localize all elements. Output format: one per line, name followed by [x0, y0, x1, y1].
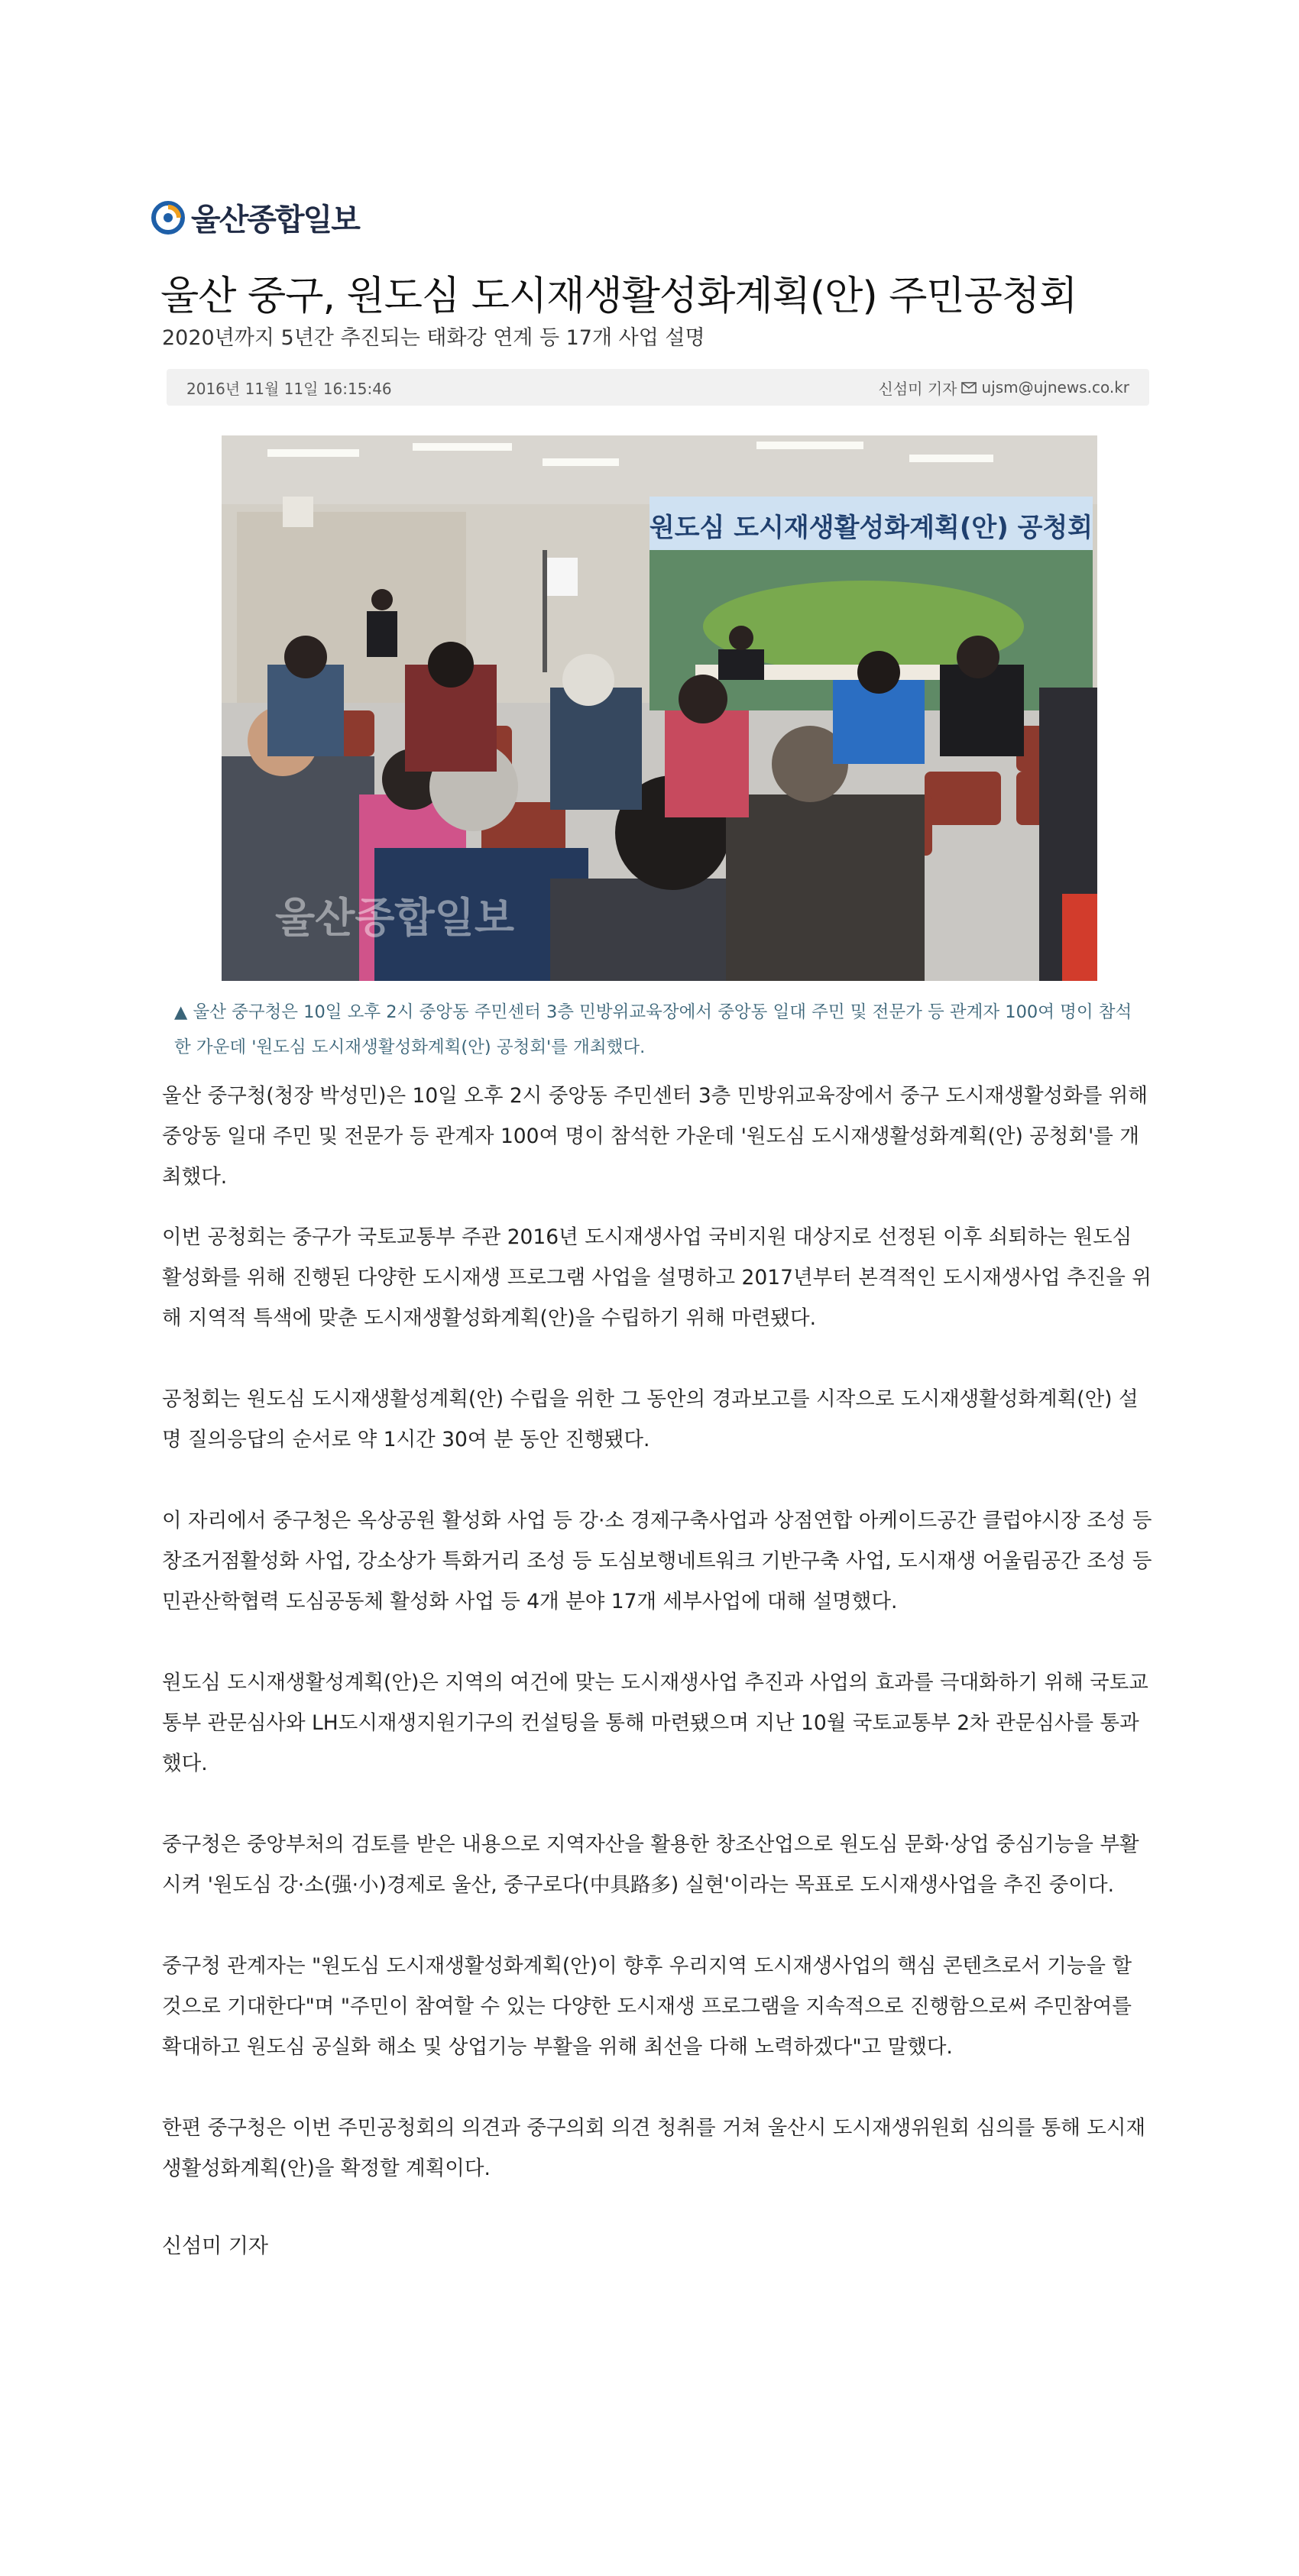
reporter-email[interactable]: ujsm@ujnews.co.kr	[981, 378, 1129, 396]
newspaper-logo[interactable]	[151, 196, 359, 239]
logo-text: 울산종합일보	[191, 202, 359, 238]
reporter-name: 신섬미 기자	[878, 379, 957, 398]
article-byline	[879, 377, 1130, 399]
article-photo	[222, 435, 1097, 981]
banner-title: 원도심 도시재생활성화계획(안) 공청회	[649, 513, 1093, 543]
article-headline: 울산 중구, 원도심 도시재생활성화계획(안) 주민공청회	[160, 273, 1077, 319]
article-date: 2016년 11월 11일 16:15:46	[186, 379, 392, 398]
article-byline-end: 신섬미 기자	[162, 2235, 268, 2258]
logo-swirl-icon	[151, 201, 185, 235]
article-paragraph: 이 자리에서 중구청은 옥상공원 활성화 사업 등 강·소 경제구축사업과 상점연합 아케이드공간 클럽야시장 조성 등 창조거점활성화 사업, 강소상가 특화거리 조성 등 도심보행네트워크 기반구축 사업, 도시재생 어울림공간 조성 등 민관산학협력 도심공동체 활성화 사업 등 4개 분야 17개 세부사업에 대해 설명했다.	[162, 1509, 1152, 1613]
article-subhead: 2020년까지 5년간 추진되는 태화강 연계 등 17개 사업 설명	[162, 326, 705, 350]
photo-watermark: 울산종합일보	[275, 894, 514, 942]
article-meta-bar	[167, 369, 1149, 406]
article-paragraph: 중구청 관계자는 "원도심 도시재생활성화계획(안)이 향후 우리지역 도시재생사업의 핵심 콘텐츠로서 기능을 할 것으로 기대한다"며 "주민이 참여할 수 있는 다양한 도시재생 프로그램을 지속적으로 진행함으로써 주민참여를 확대하고 원도심 공실화 해소 및 상업기능 부활을 위해 최선을 다해 노력하겠다"고 말했다.	[162, 1954, 1132, 2059]
article-paragraph: 울산 중구청(청장 박성민)은 10일 오후 2시 중앙동 주민센터 3층 민방위교육장에서 중구 도시재생활성화를 위해 중앙동 일대 주민 및 전문가 등 관계자 100여 명이 참석한 가운데 '원도심 도시재생활성화계획(안) 공청회'를 개최했다.	[162, 1084, 1148, 1189]
mail-icon	[961, 382, 977, 393]
article-paragraph: 이번 공청회는 중구가 국토교통부 주관 2016년 도시재생사업 국비지원 대상지로 선정된 이후 쇠퇴하는 원도심 활성화를 위해 진행된 다양한 도시재생 프로그램 사업을 설명하고 2017년부터 본격적인 도시재생사업 추진을 위해 지역적 특색에 맞춘 도시재생활성화계획(안)을 수립하기 위해 마련됐다.	[162, 1225, 1152, 1330]
article-paragraph: 공청회는 원도심 도시재생활성계획(안) 수립을 위한 그 동안의 경과보고를 시작으로 도시재생활성화계획(안) 설명 질의응답의 순서로 약 1시간 30여 분 동안 진행됐다.	[162, 1387, 1139, 1451]
article-paragraph: 중구청은 중앙부처의 검토를 받은 내용으로 지역자산을 활용한 창조산업으로 원도심 문화·상업 중심기능을 부활시켜 '원도심 강·소(强·小)경제로 울산, 중구로다(中具路多) 실현'이라는 목표로 도시재생사업을 추진 중이다.	[162, 1833, 1139, 1897]
article-paragraph: 원도심 도시재생활성계획(안)은 지역의 여건에 맞는 도시재생사업 추진과 사업의 효과를 극대화하기 위해 국토교통부 관문심사와 LH도시재생지원기구의 컨설팅을 통해 마련됐으며 지난 10월 국토교통부 2차 관문심사를 통과했다.	[162, 1671, 1148, 1775]
article-body	[162, 1076, 1155, 2259]
photo-caption: ▲ 울산 중구청은 10일 오후 2시 중앙동 주민센터 3층 민방위교육장에서 중앙동 일대 주민 및 전문가 등 관계자 100여 명이 참석한 가운데 '원도심 도시재생활성화계획(안) 공청회'를 개최했다.	[174, 1002, 1132, 1057]
article-paragraph: 한편 중구청은 이번 주민공청회의 의견과 중구의회 의견 청취를 거쳐 울산시 도시재생위원회 심의를 통해 도시재생활성화계획(안)을 확정할 계획이다.	[162, 2116, 1146, 2180]
